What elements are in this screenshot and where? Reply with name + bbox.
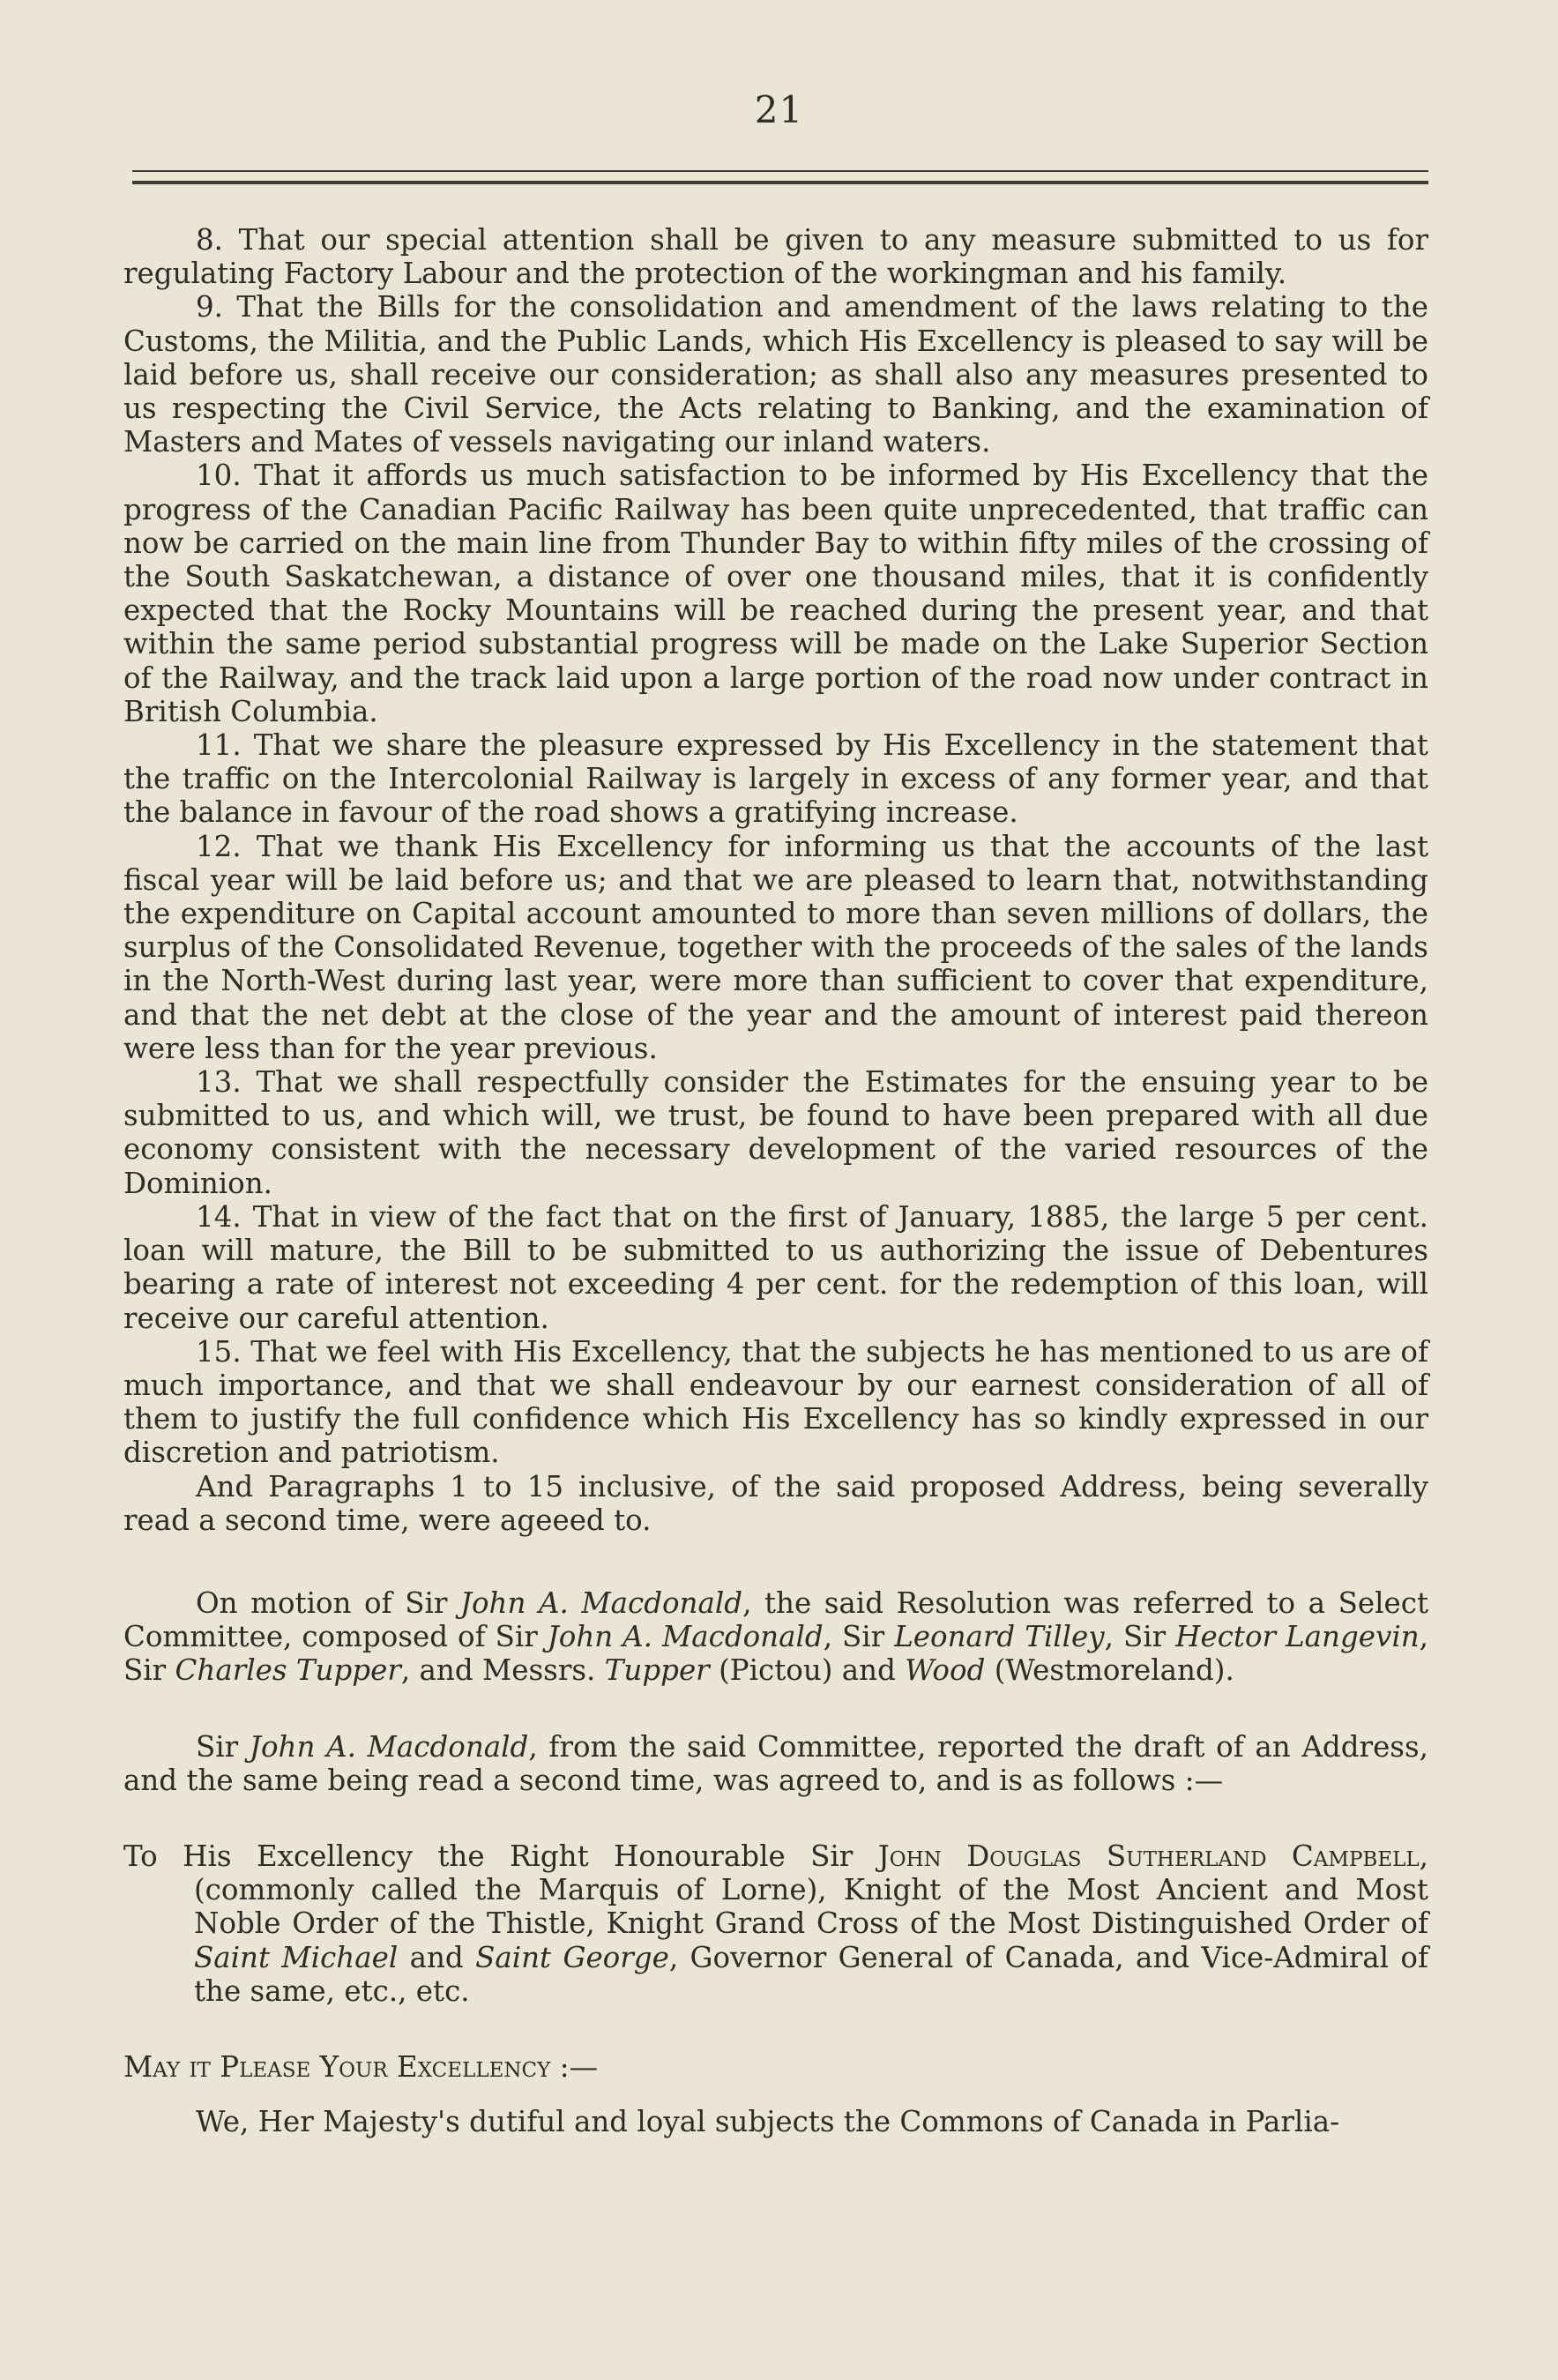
- person-name: Tupper: [604, 1653, 710, 1688]
- paragraph-8: 8. That our special attention shall be given to any measure submitted to us for regulating Factory Labour and the protection of the workingman and his family.: [123, 223, 1428, 291]
- paragraph-9: 9. That the Bills for the consolidation and amendment of the laws relating to the Customs, the Militia, and the Public Lands, which His Excellency is pleased to say will be laid before us, shall receive our consideration; as shall also any measures presented to us respecting the Civil Service, the Acts relating to Banking, and the examination of Masters and Mates of vessels navigating our inland waters.: [123, 290, 1428, 459]
- header-rule-thick: [132, 181, 1428, 184]
- motion-paragraph: On motion of Sir John A. Macdonald, the said Resolution was referred to a Select Committee, composed of Sir John A. Macdonald, Sir Leonard Tilley, Sir Hector Langevin, Sir Charles Tupper, and Messrs. Tupper (Pictou) and Wood (Westmoreland).: [123, 1585, 1429, 1688]
- paragraph-13: 13. That we shall respectfully consider the Estimates for the ensuing year to be submitted to us, and which will, we trust, be found to have been prepared with all due economy consistent with the necessary development of the varied resources of the Dominion.: [123, 1065, 1428, 1200]
- governor-name: John Douglas Sutherland Campbell: [877, 1839, 1420, 1873]
- paragraph-11: 11. That we share the pleasure expressed by His Excellency in the statement that the traffic on the Intercolonial Railway is largely in excess of any former year, and that the balance in favour of the road shows a gratifying increase.: [123, 728, 1428, 830]
- person-name: John A. Macdonald: [459, 1585, 743, 1620]
- paragraph-12: 12. That we thank His Excellency for informing us that the accounts of the last fiscal year will be laid before us; and that we are pleased to learn that, notwithstanding the expenditure on Capital account amounted to more than seven millions of dollars, the surplus of the Consolidated Revenue, together with the proceeds of the sales of the lands in the North-West during last year, were more than sufficient to cover that expenditure, and that the net debt at the close of the year and the amount of interest paid thereon were less than for the year previous.: [123, 829, 1428, 1065]
- person-name: Hector Langevin: [1175, 1620, 1420, 1654]
- address-opening-line: We, Her Majesty's dutiful and loyal subjects the Commons of Canada in Parlia-: [196, 2105, 1340, 2139]
- paragraphs-agreed: And Paragraphs 1 to 15 inclusive, of the said proposed Address, being severally read a second time, were ageeed to.: [123, 1469, 1428, 1537]
- salutation: May it Please Your Excellency :—: [123, 2049, 599, 2084]
- page-body: [123, 223, 1428, 2138]
- person-name: Charles Tupper: [175, 1653, 401, 1688]
- header-rule-thin: [132, 170, 1428, 172]
- person-name: John A. Macdonald: [547, 1620, 824, 1654]
- paragraph-15: 15. That we feel with His Excellency, that the subjects he has mentioned to us are of much importance, and that we shall endeavour by our earnest consideration of all of them to justify the full confidence which His Excellency has so kindly expressed in our discretion and patriotism.: [123, 1334, 1428, 1470]
- person-name: Leonard Tilley: [894, 1620, 1105, 1654]
- page-number: 21: [754, 88, 804, 131]
- paragraph-10: 10. That it affords us much satisfaction to be informed by His Excellency that the progress of the Canadian Pacific Railway has been quite unprecedented, that traffic can now be carried on the main line from Thunder Bay to within fifty miles of the crossing of the South Saskatchewan, a distance of over one thousand miles, that it is confidently expected that the Rocky Mountains will be reached during the present year, and that within the same period substantial progress will be made on the Lake Superior Section of the Railway, and the track laid upon a large portion of the road now under contract in British Columbia.: [123, 459, 1428, 728]
- paragraph-14: 14. That in view of the fact that on the first of January, 1885, the large 5 per cent. loan will mature, the Bill to be submitted to us authorizing the issue of Debentures bearing a rate of interest not exceeding 4 per cent. for the redemption of this loan, will receive our careful attention.: [123, 1199, 1428, 1335]
- report-paragraph: Sir John A. Macdonald, from the said Committee, reported the draft of an Address, and the same being read a second time, was agreed to, and is as follows :—: [123, 1729, 1428, 1797]
- person-name: Wood: [905, 1653, 986, 1688]
- person-name: John A. Macdonald: [249, 1729, 529, 1764]
- address-heading: To His Excellency the Right Honourable Sir John Douglas Sutherland Campbell, (commonly called the Marquis of Lorne), Knight of the Most Ancient and Most Noble Order of the Thistle, Knight Grand Cross of the Most Distinguished Order of Saint Michael and Saint George, Governor General of Canada, and Vice-Admiral of the same, etc., etc.: [123, 1839, 1429, 2008]
